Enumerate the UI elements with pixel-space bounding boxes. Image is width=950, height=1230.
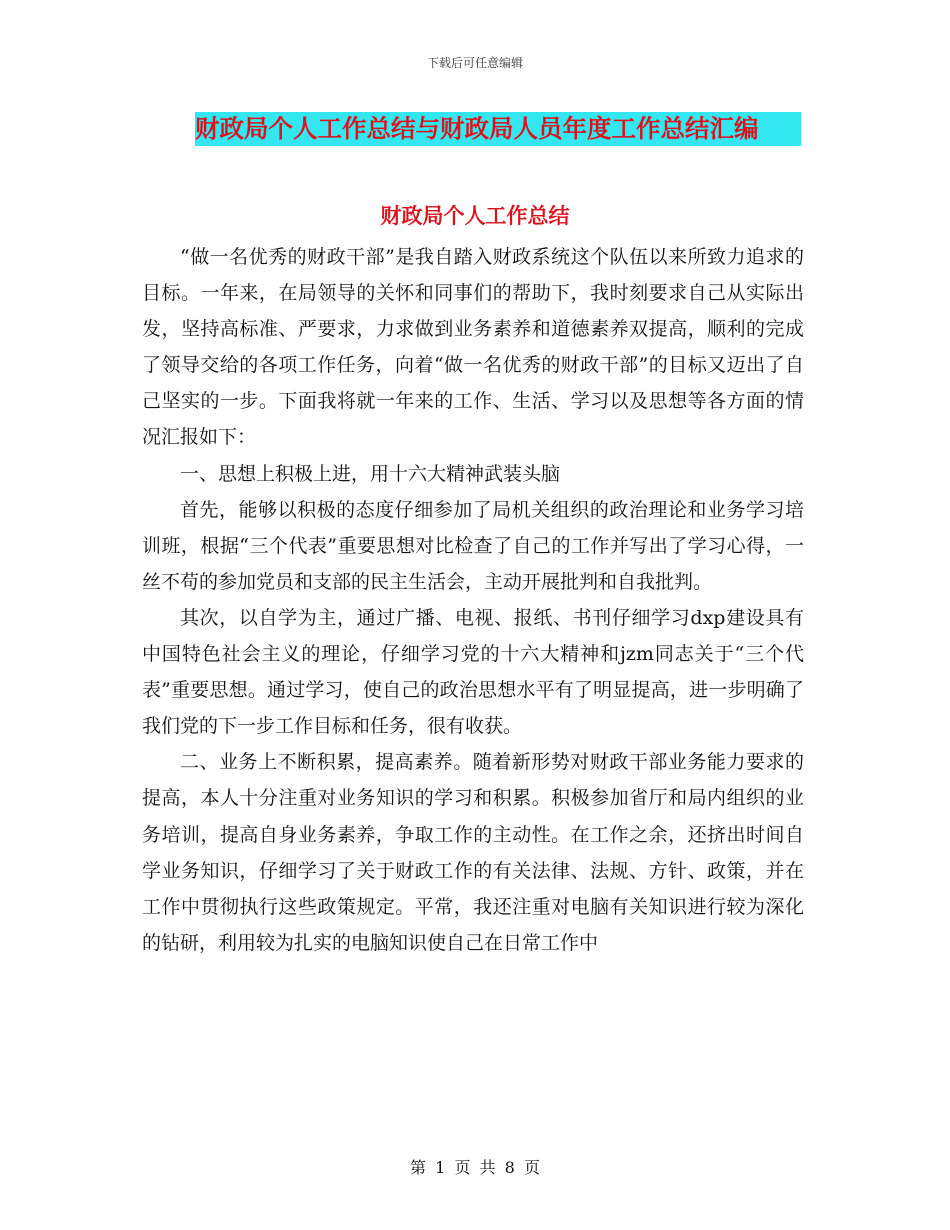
paragraph-second: 其次，以自学为主，通过广播、电视、报纸、书刊仔细学习dxp建设具有中国特色社会主义的理论，仔细学习党的十六大精神和jzm同志关于“三个代表”重要思想。通过学习，使自己的政治思想水平有了明显提高，进一步明确了我们党的下一步工作目标和任务，很有收获。 [142,606,804,738]
page-footer [0,1155,950,1178]
header-note: 下载后可任意编辑 [426,56,523,70]
paragraph-intro: “做一名优秀的财政干部”是我自踏入财政系统这个队伍以来所致力追求的目标。一年来，在局领导的关怀和同事们的帮助下，我时刻要求自己从实际出发，坚持高标准、严要求，力求做到业务素养和道德素养双提高，顺利的完成了领导交给的各项工作任务，向着“做一名优秀的财政干部”的目标又迈出了自己坚实的一步。下面我将就一年来的工作、生活、学习以及思想等各方面的情况汇报如下： [142,246,804,449]
paragraph-heading-2: 二、业务上不断积累，提高素养。随着新形势对财政干部业务能力要求的提高，本人十分注重对业务知识的学习和积累。积极参加省厅和局内组织的业务培训，提高自身业务素养，争取工作的主动性。在工作之余，还挤出时间自学业务知识，仔细学习了关于财政工作的有关法律、法规、方针、政策，并在工作中贯彻执行这些政策规定。平常，我还注重对电脑有关知识进行较为深化的钻研，利用较为扎实的电脑知识使自己在日常工作中 [142,751,804,954]
footer-total-pages: 8 [504,1158,515,1177]
footer-current-page: 1 [435,1158,446,1177]
footer-label-of: 页 [454,1158,471,1177]
paragraph-heading-1: 一、思想上积极上进，用十六大精神武装头脑 [180,462,561,485]
section-title: 财政局个人工作总结 [380,203,570,228]
footer-label-total: 共 [479,1158,496,1177]
paragraph-first: 首先，能够以积极的态度仔细参加了局机关组织的政治理论和业务学习培训班，根据“三个代表”重要思想对比检查了自己的工作并写出了学习心得，一丝不苟的参加党员和支部的民主生活会，主动开展批判和自我批判。 [142,498,804,593]
document-title: 财政局个人工作总结与财政局人员年度工作总结汇编 [195,112,801,146]
footer-label-end: 页 [523,1158,540,1177]
footer-label-page: 第 [410,1158,427,1177]
document-body [142,239,804,961]
